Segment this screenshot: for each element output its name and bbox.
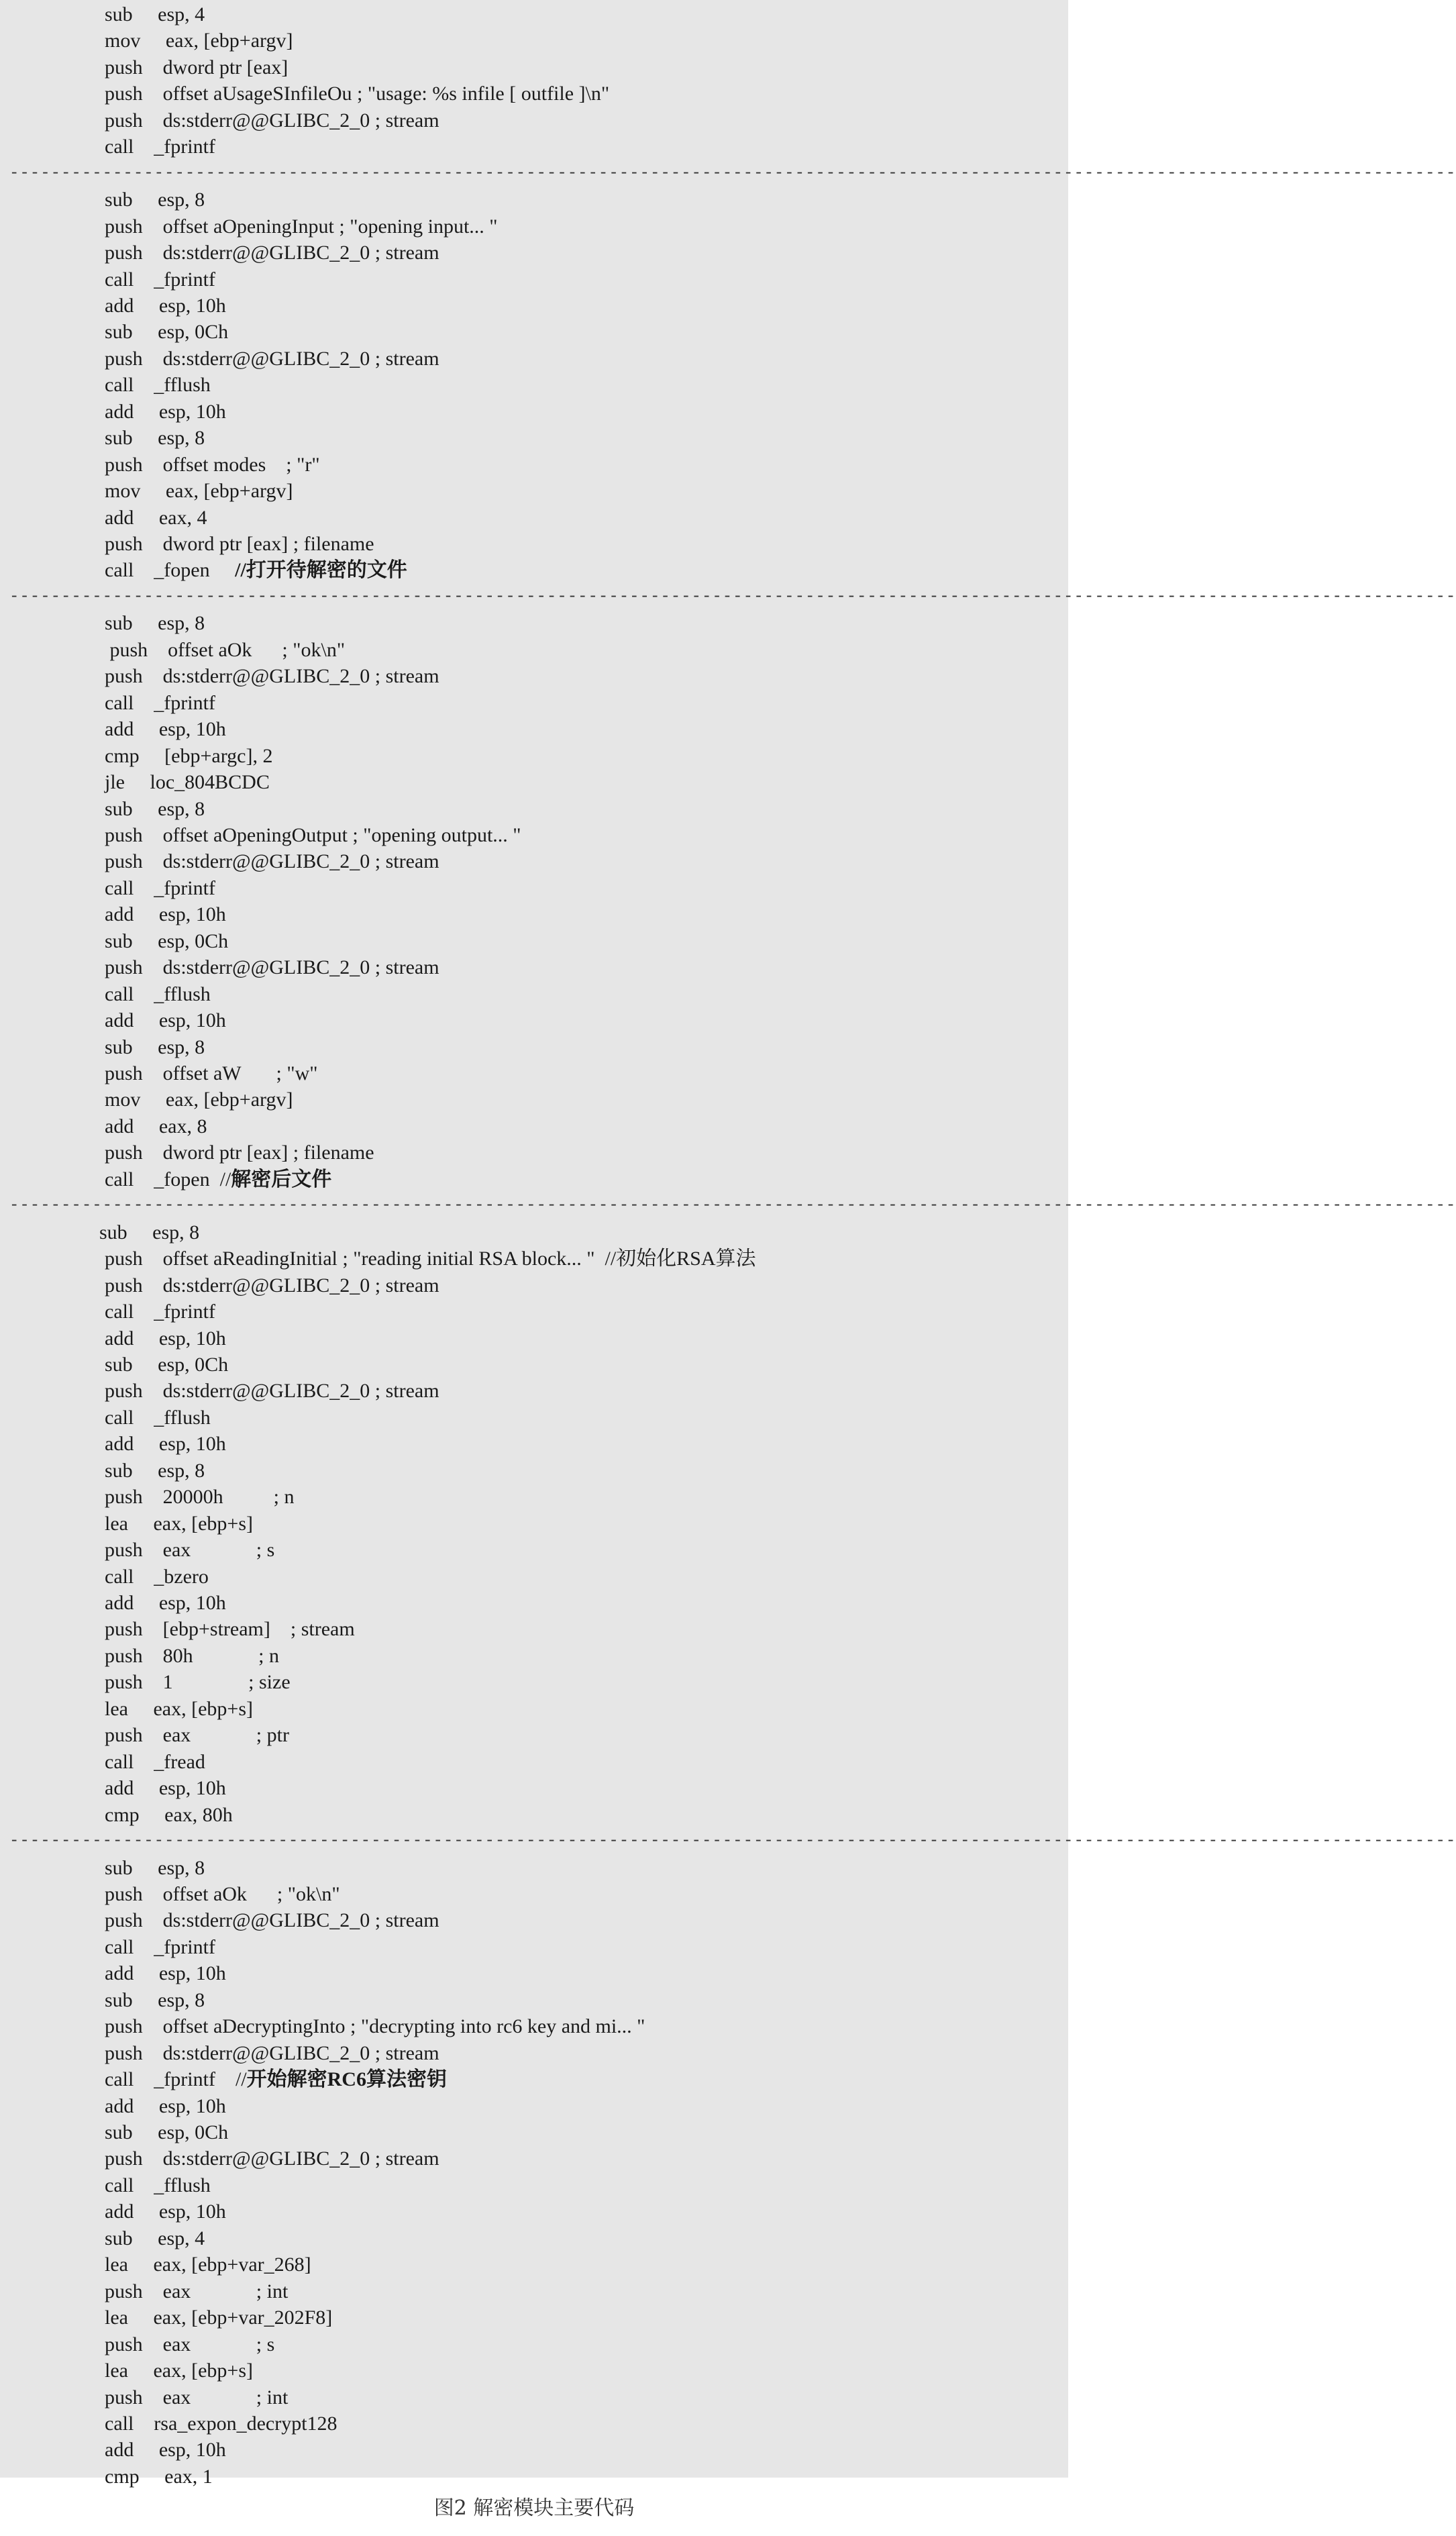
code-line bbox=[105, 107, 439, 134]
code-line bbox=[105, 399, 226, 425]
code-text: lea eax, [ebp+var_268] bbox=[105, 2253, 311, 2276]
code-line bbox=[105, 690, 215, 717]
code-line bbox=[105, 1299, 215, 1325]
code-text: lea eax, [ebp+s] bbox=[105, 2360, 253, 2382]
code-line bbox=[105, 1378, 439, 1405]
code-line bbox=[105, 2172, 211, 2199]
code-text: push offset modes ; "r" bbox=[105, 453, 320, 476]
code-text: sub esp, 4 bbox=[105, 2227, 205, 2249]
code-text: push offset aOk ; "ok\n" bbox=[105, 638, 346, 661]
code-text: lea eax, [ebp+s] bbox=[105, 1697, 253, 1720]
code-text: push ds:stderr@@GLIBC_2_0 ; stream bbox=[105, 665, 439, 688]
code-line bbox=[105, 769, 270, 796]
code-line bbox=[105, 1113, 207, 1140]
code-line bbox=[105, 848, 439, 875]
code-text: add esp, 10h bbox=[105, 2200, 226, 2223]
code-text: add esp, 10h bbox=[105, 1009, 226, 1032]
code-text: call _fflush bbox=[105, 1406, 211, 1429]
code-text: mov eax, [ebp+argv] bbox=[105, 1088, 293, 1111]
code-line bbox=[105, 1564, 209, 1590]
code-text: call _fopen // bbox=[105, 1168, 231, 1190]
code-text: push ds:stderr@@GLIBC_2_0 ; stream bbox=[105, 1274, 439, 1297]
code-line bbox=[105, 1139, 374, 1166]
code-line bbox=[105, 1431, 226, 1458]
code-text: sub esp, 8 bbox=[105, 1459, 205, 1482]
code-line bbox=[105, 796, 205, 823]
code-line bbox=[105, 266, 215, 293]
code-line bbox=[105, 372, 211, 399]
code-text: cmp [ebp+argc], 2 bbox=[105, 744, 273, 767]
block-separator: -------------------------------------------------------------------------------------------------------------------------------------------- bbox=[9, 1197, 1456, 1215]
code-text: sub esp, 8 bbox=[105, 189, 205, 211]
code-line bbox=[105, 1086, 293, 1113]
code-text: add esp, 10h bbox=[105, 1962, 226, 1985]
code-line bbox=[105, 1722, 289, 1749]
code-line bbox=[105, 319, 228, 346]
code-line bbox=[105, 1590, 226, 1617]
code-text: sub esp, 8 bbox=[105, 427, 205, 450]
code-text: push offset aUsageSInfileOu ; "usage: %s infile [ outfile ]\n" bbox=[105, 83, 610, 105]
code-line bbox=[105, 2357, 253, 2384]
code-line bbox=[105, 346, 439, 372]
code-line bbox=[105, 2384, 288, 2411]
code-text: sub esp, 0Ch bbox=[105, 1353, 229, 1376]
code-text: call _fflush bbox=[105, 982, 211, 1005]
code-line bbox=[105, 2278, 288, 2305]
code-line bbox=[105, 2411, 337, 2437]
code-line bbox=[105, 425, 205, 452]
code-text: sub esp, 4 bbox=[105, 3, 205, 26]
code-line bbox=[105, 54, 288, 81]
code-line bbox=[105, 187, 205, 213]
code-line bbox=[105, 1007, 226, 1034]
code-line bbox=[105, 2437, 226, 2464]
code-text: push eax ; s bbox=[105, 1539, 275, 1562]
block-separator: -------------------------------------------------------------------------------------------------------------------------------------------- bbox=[9, 1832, 1456, 1851]
code-line bbox=[105, 134, 215, 160]
code-line bbox=[105, 293, 226, 319]
code-line bbox=[105, 2066, 447, 2093]
code-line bbox=[105, 240, 439, 266]
code-text: call _fprintf bbox=[105, 268, 215, 291]
code-line bbox=[105, 28, 293, 54]
code-line bbox=[105, 1352, 228, 1378]
code-line bbox=[105, 1034, 205, 1061]
code-text: sub esp, 8 bbox=[105, 1856, 205, 1879]
code-text: add esp, 10h bbox=[105, 2439, 226, 2462]
code-text: call _fread bbox=[105, 1750, 205, 1773]
code-line bbox=[105, 2145, 439, 2172]
code-text: push offset aOk ; "ok\n" bbox=[105, 1882, 340, 1905]
code-line bbox=[105, 1907, 439, 1934]
code-line bbox=[99, 1219, 199, 1246]
code-line bbox=[105, 2251, 311, 2278]
code-line bbox=[105, 954, 439, 981]
code-text: sub esp, 8 bbox=[99, 1221, 200, 1244]
code-line bbox=[105, 2464, 213, 2490]
code-text: call _fprintf bbox=[105, 1935, 215, 1958]
block-separator: -------------------------------------------------------------------------------------------------------------------------------------------- bbox=[9, 164, 1456, 183]
code-text: add eax, 4 bbox=[105, 506, 207, 529]
code-text: add esp, 10h bbox=[105, 2094, 226, 2117]
code-text: cmp eax, 80h bbox=[105, 1803, 233, 1826]
code-text: add esp, 10h bbox=[105, 1327, 226, 1350]
code-line bbox=[105, 2040, 439, 2067]
code-text: push eax ; int bbox=[105, 2386, 289, 2408]
code-text: jle loc_804BCDC bbox=[105, 771, 270, 794]
code-text: add esp, 10h bbox=[105, 903, 226, 926]
code-line bbox=[105, 1881, 340, 1908]
code-line bbox=[105, 1960, 226, 1987]
code-line bbox=[105, 2119, 228, 2146]
code-line bbox=[105, 1325, 226, 1352]
code-text: push dword ptr [eax] ; filename bbox=[105, 1142, 374, 1164]
figure-caption: 图2 解密模块主要代码 bbox=[433, 2496, 635, 2520]
code-text: push ds:stderr@@GLIBC_2_0 ; stream bbox=[105, 109, 439, 132]
code-text: lea eax, [ebp+s] bbox=[105, 1512, 253, 1535]
code-text: push dword ptr [eax] ; filename bbox=[105, 533, 374, 555]
code-text: sub esp, 8 bbox=[105, 1035, 205, 1058]
code-text: add esp, 10h bbox=[105, 718, 226, 741]
code-line bbox=[105, 875, 215, 902]
code-text: push ds:stderr@@GLIBC_2_0 ; stream bbox=[105, 1380, 439, 1403]
code-line bbox=[105, 1511, 253, 1537]
code-line bbox=[105, 928, 228, 955]
code-text: call _fflush bbox=[105, 374, 211, 397]
code-text: call _fflush bbox=[105, 2174, 211, 2196]
code-text: push ds:stderr@@GLIBC_2_0 ; stream bbox=[105, 956, 439, 979]
code-line bbox=[105, 1, 205, 28]
code-line bbox=[105, 505, 207, 531]
code-line bbox=[105, 1166, 331, 1193]
code-text: add esp, 10h bbox=[105, 1433, 226, 1456]
code-line bbox=[105, 981, 211, 1008]
code-text: push eax ; s bbox=[105, 2333, 275, 2355]
code-line bbox=[105, 1458, 205, 1484]
code-line bbox=[105, 610, 205, 637]
code-text: call rsa_expon_decrypt128 bbox=[105, 2412, 337, 2435]
code-line bbox=[105, 1987, 205, 2014]
code-line bbox=[105, 663, 439, 690]
code-line bbox=[105, 1272, 439, 1299]
code-text: call _fprintf bbox=[105, 691, 215, 714]
code-text: push ds:stderr@@GLIBC_2_0 ; stream bbox=[105, 242, 439, 264]
code-line bbox=[105, 743, 272, 770]
code-line bbox=[105, 452, 320, 478]
code-line bbox=[105, 478, 293, 505]
code-line bbox=[105, 637, 345, 664]
code-line bbox=[105, 557, 407, 584]
code-text: push dword ptr [eax] bbox=[105, 56, 289, 79]
code-text: push offset aOpeningInput ; "opening input... " bbox=[105, 215, 498, 238]
code-line bbox=[105, 1669, 291, 1696]
code-text: add eax, 8 bbox=[105, 1115, 207, 1137]
code-text: push 1 ; size bbox=[105, 1671, 291, 1694]
code-line bbox=[105, 1405, 211, 1431]
code-text: cmp eax, 1 bbox=[105, 2465, 213, 2488]
code-line bbox=[105, 1537, 274, 1564]
code-line bbox=[105, 1484, 295, 1511]
code-line bbox=[105, 2304, 332, 2331]
code-text: call _fopen bbox=[105, 559, 236, 582]
code-text: push 20000h ; n bbox=[105, 1486, 295, 1509]
code-line bbox=[105, 2198, 226, 2225]
code-line bbox=[105, 1934, 215, 1961]
code-text: push offset aReadingInitial ; "reading initial RSA block... " //初始化RSA算法 bbox=[105, 1248, 756, 1270]
code-line bbox=[105, 2225, 205, 2252]
code-text: push [ebp+stream] ; stream bbox=[105, 1618, 355, 1641]
code-line bbox=[105, 1802, 233, 1829]
code-comment: 解密后文件 bbox=[231, 1168, 332, 1190]
code-text: push eax ; ptr bbox=[105, 1724, 289, 1747]
code-text: call _fprintf bbox=[105, 876, 215, 899]
code-line bbox=[105, 901, 226, 928]
code-text: add esp, 10h bbox=[105, 294, 226, 317]
code-text: call _fprintf bbox=[105, 1301, 215, 1323]
code-line bbox=[105, 213, 498, 240]
code-line bbox=[105, 1643, 279, 1670]
code-text: mov eax, [ebp+argv] bbox=[105, 480, 293, 503]
code-line bbox=[105, 1696, 253, 1723]
code-line bbox=[105, 1616, 355, 1643]
code-text: call _bzero bbox=[105, 1565, 209, 1588]
code-text: push ds:stderr@@GLIBC_2_0 ; stream bbox=[105, 2147, 439, 2170]
code-line bbox=[105, 1246, 756, 1272]
code-line bbox=[105, 81, 609, 107]
code-line bbox=[105, 531, 374, 558]
code-line bbox=[105, 1749, 205, 1776]
code-text: add esp, 10h bbox=[105, 400, 226, 423]
block-separator: -------------------------------------------------------------------------------------------------------------------------------------------- bbox=[9, 587, 1456, 606]
code-line bbox=[105, 1775, 226, 1802]
code-text: push ds:stderr@@GLIBC_2_0 ; stream bbox=[105, 2041, 439, 2064]
code-text: push ds:stderr@@GLIBC_2_0 ; stream bbox=[105, 347, 439, 370]
code-text: sub esp, 8 bbox=[105, 797, 205, 820]
code-text: mov eax, [ebp+argv] bbox=[105, 30, 293, 52]
code-text: add esp, 10h bbox=[105, 1592, 226, 1614]
code-text: call _fprintf // bbox=[105, 2068, 247, 2091]
code-text: lea eax, [ebp+var_202F8] bbox=[105, 2306, 333, 2329]
code-text: call _fprintf bbox=[105, 136, 215, 158]
code-text: push 80h ; n bbox=[105, 1644, 280, 1667]
code-text: push ds:stderr@@GLIBC_2_0 ; stream bbox=[105, 1909, 439, 1932]
code-text: push eax ; int bbox=[105, 2280, 289, 2302]
code-text: sub esp, 0Ch bbox=[105, 2121, 229, 2143]
code-line bbox=[105, 2093, 226, 2120]
code-text: push offset aOpeningOutput ; "opening output... " bbox=[105, 823, 521, 846]
code-comment: 开始解密RC6算法密钥 bbox=[246, 2068, 447, 2091]
code-text: add esp, 10h bbox=[105, 1777, 226, 1800]
code-line bbox=[105, 716, 226, 743]
code-text: sub esp, 8 bbox=[105, 1988, 205, 2011]
code-text: push ds:stderr@@GLIBC_2_0 ; stream bbox=[105, 850, 439, 873]
code-text: sub esp, 8 bbox=[105, 612, 205, 635]
code-text: push offset aW ; "w" bbox=[105, 1062, 318, 1084]
code-text: sub esp, 0Ch bbox=[105, 321, 229, 344]
code-text: push offset aDecryptingInto ; "decrypting into rc6 key and mi... " bbox=[105, 2015, 645, 2038]
code-line bbox=[105, 2013, 645, 2040]
code-line bbox=[105, 822, 521, 849]
code-line bbox=[105, 1060, 318, 1087]
code-line bbox=[105, 2331, 274, 2358]
code-text: sub esp, 0Ch bbox=[105, 929, 229, 952]
code-line bbox=[105, 1855, 205, 1882]
code-comment: //打开待解密的文件 bbox=[235, 559, 407, 582]
